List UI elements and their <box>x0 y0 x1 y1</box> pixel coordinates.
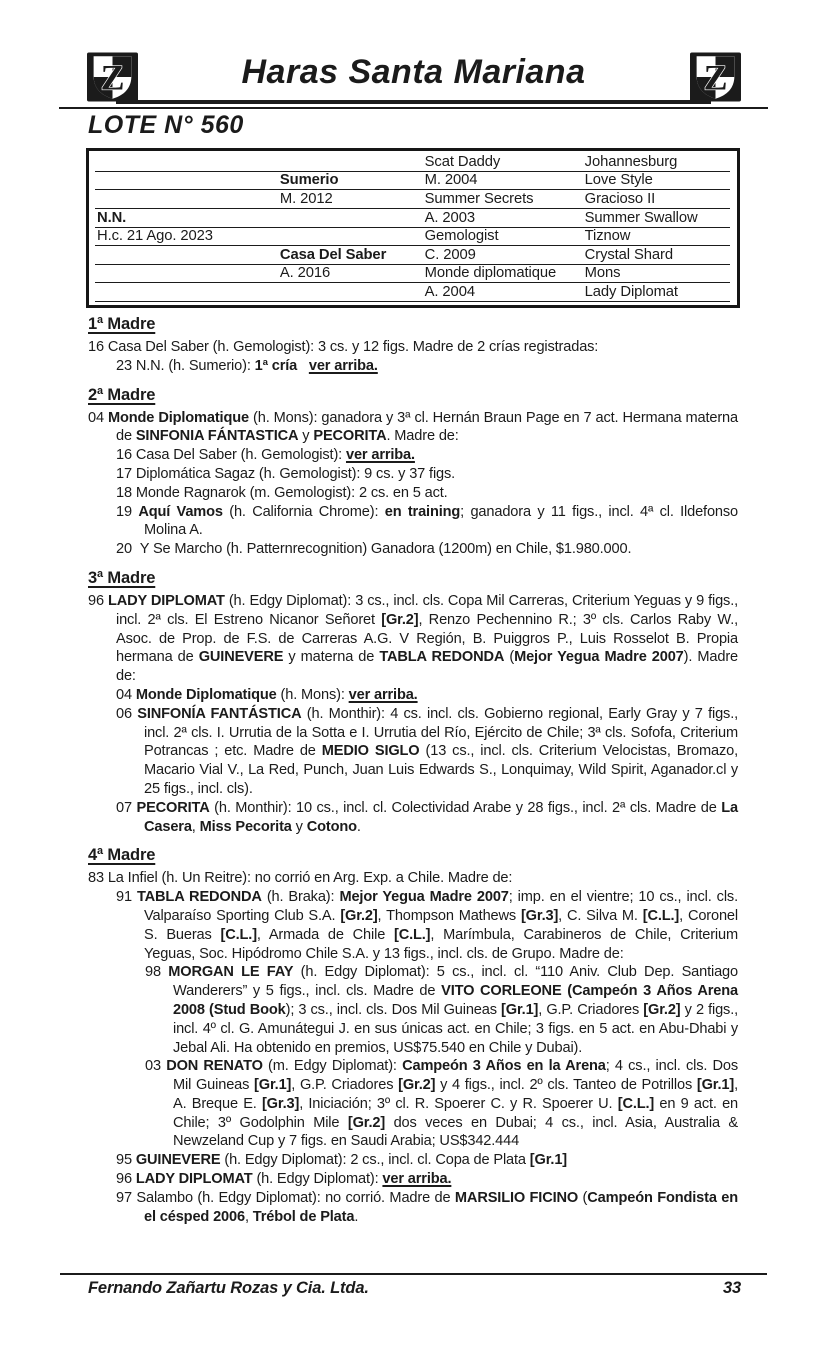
text-run: y <box>298 428 314 445</box>
pedigree-cell <box>95 246 278 265</box>
header-rule-thick <box>116 100 711 104</box>
text-run: , A. Breque E. <box>173 1077 739 1112</box>
pedigree-cell: Gemologist <box>423 228 583 247</box>
pedigree-cell: A. 2003 <box>423 209 583 228</box>
text-run: [Gr.2] <box>381 611 419 628</box>
pedigree-note-paragraph <box>88 503 738 541</box>
text-run: 04 <box>116 686 136 703</box>
text-run: , <box>191 818 200 835</box>
text-run: 19 <box>116 503 139 520</box>
text-run: , G.P. Criadores <box>538 1001 644 1018</box>
logo-letter: Z <box>703 57 728 98</box>
pedigree-cell: Summer Swallow <box>583 209 730 228</box>
text-run: en 9 act. en Chile; 3º Godolphin Mile <box>173 1095 739 1131</box>
text-run: , Iniciación; 3º cl. R. Spoerer C. y R. Spoerer U. <box>299 1095 618 1112</box>
text-run: y materna de <box>283 649 380 666</box>
text-run: 97 Salambo (h. Edgy Diplomat): no corrió. Madre de <box>116 1189 455 1206</box>
text-run: 1ª cría <box>254 357 298 374</box>
text-run: Monde Diplomatique <box>108 409 249 426</box>
pedigree-note-paragraph <box>88 409 738 447</box>
section-heading: 4ª Madre <box>88 846 156 865</box>
text-run: Mejor Yegua Madre 2007 <box>514 649 684 666</box>
z-shield-logo-left <box>87 52 138 102</box>
text-run: y 4 figs., incl. 2º cls. Tanteo de Potrillos <box>435 1077 697 1094</box>
text-run <box>297 358 309 374</box>
text-run: . Madre de: <box>386 428 459 445</box>
header-rule-thin <box>59 107 768 109</box>
pedigree-cell: N.N. <box>95 209 278 228</box>
text-run: 96 <box>88 592 108 609</box>
text-run: Cotono <box>306 818 357 835</box>
text-run: 18 Monde Ragnarok (m. Gemologist): 2 cs. en 5 act. <box>116 484 448 501</box>
text-run: ; 4 cs., incl. cls. Dos Mil Guineas <box>173 1058 739 1094</box>
text-run: (13 cs., incl. cls. Criterium Velocistas, Bromazo, Macario Vial V., La Red, Punch, Juan Luis Edwards S., Lonquimay, Wild Spirit, Aganador.cl y 25 figs., incl. cls). <box>144 743 738 797</box>
text-run: ; imp. en el vientre; 10 cs., incl. cls. Valparaíso Sporting Club S.A. <box>144 889 738 924</box>
text-run: , Coronel S. Bueras <box>144 907 738 943</box>
text-run: , <box>244 1208 253 1225</box>
text-run: 07 <box>116 799 137 816</box>
text-run: 98 <box>145 964 169 981</box>
pedigree-note-paragraph <box>88 1057 738 1151</box>
text-run: (m. Edgy Diplomat): <box>262 1058 403 1075</box>
pedigree-cell <box>95 190 278 209</box>
page-number: 33 <box>722 1279 741 1297</box>
pedigree-cell: Lady Diplomat <box>583 283 730 302</box>
text-run: dos veces en Dubai; 4 cs., incl. Asia, Australia & Newzeland Cup y 7 figs. en Saudi Arabia; US$342.444 <box>173 1114 738 1150</box>
pedigree-cell <box>278 209 423 228</box>
text-run: . <box>356 818 361 835</box>
logo-letter: Z <box>100 57 125 98</box>
text-run: DON RENATO <box>166 1058 263 1075</box>
pedigree-note-paragraph <box>88 338 738 357</box>
text-run: ver arriba. <box>382 1171 452 1188</box>
text-run: (h. California Chrome): <box>222 503 385 520</box>
text-run: SINFONÍA FANTÁSTICA <box>137 705 302 722</box>
pedigree-cell: H.c. 21 Ago. 2023 <box>95 228 278 247</box>
text-run: ( <box>578 1189 588 1206</box>
text-run: (h. Monthir): 10 cs., incl. cl. Colectividad Arabe y 28 figs., incl. 2ª cls. Madre de <box>209 799 722 816</box>
pedigree-cell <box>95 172 278 191</box>
section-heading: 1ª Madre <box>88 315 156 333</box>
section-heading: 3ª Madre <box>88 568 156 587</box>
section-heading: 2ª Madre <box>88 385 156 404</box>
text-run: LADY DIPLOMAT <box>107 592 225 609</box>
text-run: GUINEVERE <box>198 649 284 666</box>
pedigree-note-paragraph <box>88 1189 738 1227</box>
text-run: [Gr.3] <box>261 1095 300 1112</box>
text-run: , Marímbula, Carabineros de Chile, Criterium Yeguas, Soc. Hipódromo Chile S.A. y 13 figs., incl. cls. de Grupo. Madre de: <box>144 926 739 962</box>
text-run: y 2 figs., incl. 4º cl. G. Amunátegui J. en sus únicas act. en Chile; 3 figs. en 5 act. en Abu-Dhabi y Jebal Ali. Ha obtenido en premios, US$75.540 en Chile y Dubai). <box>173 1001 739 1056</box>
text-run: LADY DIPLOMAT <box>135 1171 253 1188</box>
text-run: (h. Mons): ganadora y 3ª cl. Hernán Braun Page en 7 act. Hermana materna de <box>116 409 738 445</box>
text-run: 16 Casa Del Saber (h. Gemologist): 3 cs. y 12 figs. Madre de 2 crías registradas: <box>88 339 599 355</box>
pedigree-table <box>86 148 740 308</box>
text-run: , C. Silva M. <box>558 907 643 924</box>
pedigree-note-paragraph <box>88 446 738 465</box>
text-run: [Gr.3] <box>520 907 559 924</box>
text-run: 16 Casa Del Saber (h. Gemologist): <box>116 447 346 464</box>
pedigree-note-paragraph <box>88 705 738 799</box>
pedigree-cell: M. 2012 <box>278 190 423 209</box>
pedigree-cell: Tiznow <box>583 228 730 247</box>
pedigree-row <box>95 283 730 302</box>
text-run: TABLA REDONDA <box>136 889 262 906</box>
pedigree-cell <box>278 283 423 302</box>
pedigree-cell <box>278 153 423 172</box>
text-run: Campeón 3 Años en la Arena <box>402 1058 606 1075</box>
pedigree-cell: Monde diplomatique <box>423 265 583 284</box>
page-footer <box>60 1273 767 1299</box>
text-run: [Gr.1] <box>529 1152 568 1169</box>
pedigree-cell: M. 2004 <box>423 172 583 191</box>
pedigree-row <box>95 153 730 172</box>
pedigree-note-paragraph <box>88 357 738 376</box>
text-run: (h. Edgy Diplomat): 2 cs., incl. cl. Copa de Plata <box>220 1152 530 1169</box>
pedigree-cell: Gracioso II <box>583 190 730 209</box>
text-run: Mejor Yegua Madre 2007 <box>339 889 509 906</box>
text-run: (h. Braka): <box>261 889 340 906</box>
text-run: ver arriba. <box>308 357 378 374</box>
text-run: (h. Edgy Diplomat): <box>252 1171 383 1188</box>
pedigree-cell: Casa Del Saber <box>278 246 423 265</box>
pedigree-cell: Scat Daddy <box>423 153 583 172</box>
text-run: Trébol de Plata <box>252 1208 355 1225</box>
text-run: [C.L.] <box>642 907 680 924</box>
text-run: , G.P. Criadores <box>291 1077 399 1094</box>
text-run: TABLA REDONDA <box>379 649 505 666</box>
text-run: (h. Edgy Diplomat): 5 cs., incl. cl. “110 Aniv. Club Dep. Santiago Wanderers” y 5 figs., incl. cls. Madre de <box>173 964 738 1000</box>
text-run: 06 <box>116 705 138 722</box>
text-run: (h. Monthir): 4 cs. incl. cls. Gobierno regional, Early Gray y 7 figs., incl. 2ª cls. I. Urrutia de la Sotta e I. Urrutia del Río, Ejército de Chile; 3ª cls. Sofofa, Criterium Potrancas ; etc. Madre de <box>144 705 738 760</box>
text-run: (h. Edgy Diplomat): 3 cs., incl. cls. Copa Mil Carreras, Criterium Yeguas y 9 figs., incl. 2ª cls. El Estreno Nicanor Señoret <box>116 592 738 628</box>
text-run: [Gr.1] <box>254 1077 292 1094</box>
pedigree-note-paragraph <box>88 465 738 484</box>
text-run: 20 Y Se Marcho (h. Patternrecognition) Ganadora (1200m) en Chile, $1.980.000. <box>116 541 632 558</box>
pedigree-note-paragraph <box>88 869 738 888</box>
text-run: MEDIO SIGLO <box>321 743 420 760</box>
text-run: PECORITA <box>136 799 210 816</box>
text-run: 95 <box>116 1152 136 1169</box>
text-run: [C.L.] <box>617 1095 655 1112</box>
pedigree-note-paragraph <box>88 592 738 686</box>
pedigree-row <box>95 190 730 209</box>
text-run: 91 <box>116 889 137 906</box>
text-run: , Renzo Pechennino R.; 3º cls. Carlos Raby W., Asoc. de Prop. de F.S. de Carreras A.G. V Región, B. Puiggros P., Luis Rosselot B. Propia hermana de <box>116 611 739 666</box>
pedigree-cell: Crystal Shard <box>583 246 730 265</box>
pedigree-note-paragraph <box>88 1170 738 1189</box>
madre-sections <box>88 314 738 1226</box>
text-run: ; ganadora y 11 figs., incl. 4ª cl. Ildefonso Molina A. <box>144 503 738 539</box>
text-run: Monde Diplomatique <box>135 686 277 703</box>
text-run: . <box>354 1208 359 1225</box>
pedigree-row <box>95 246 730 265</box>
text-run: ver arriba. <box>345 447 415 464</box>
pedigree-note-paragraph <box>88 963 738 1057</box>
text-run: [Gr.2] <box>398 1077 436 1094</box>
text-run: PECORITA <box>313 428 387 445</box>
footer-company: Fernando Zañartu Rozas y Cia. Ltda. <box>88 1279 369 1297</box>
pedigree-cell <box>95 265 278 284</box>
text-run: (Campeón 3 Años Arena 2008 (Stud Book <box>173 983 739 1018</box>
page-title: Haras Santa Mariana <box>241 53 586 91</box>
text-run: [C.L.] <box>220 926 257 943</box>
pedigree-cell: Sumerio <box>278 172 423 191</box>
text-run: 03 <box>145 1058 167 1075</box>
pedigree-note-paragraph <box>88 799 738 837</box>
pedigree-row <box>95 228 730 247</box>
pedigree-note-paragraph <box>88 1151 738 1170</box>
text-run: 96 <box>116 1171 136 1188</box>
pedigree-cell <box>278 228 423 247</box>
text-run: 17 Diplomática Sagaz (h. Gemologist): 9 cs. y 37 figs. <box>116 465 456 482</box>
text-run: (h. Mons): <box>276 686 349 703</box>
text-run: Campeón Fondista en el césped 2006 <box>144 1189 738 1225</box>
text-run: GUINEVERE <box>135 1152 221 1169</box>
text-run: y <box>291 818 307 835</box>
text-run: VITO CORLEONE <box>441 983 562 1000</box>
lot-heading: LOTE N° 560 <box>88 111 244 139</box>
text-run: SINFONIA FÁNTASTICA <box>135 428 299 445</box>
pedigree-cell: A. 2004 <box>423 283 583 302</box>
pedigree-cell: Johannesburg <box>583 153 730 172</box>
text-run: Miss Pecorita <box>199 818 292 835</box>
text-run: , Armada de Chile <box>256 926 394 943</box>
pedigree-cell: Summer Secrets <box>423 190 583 209</box>
pedigree-cell: A. 2016 <box>278 265 423 284</box>
text-run: [Gr.2] <box>643 1001 681 1018</box>
text-run: [Gr.1] <box>696 1077 735 1094</box>
text-run: [Gr.2] <box>340 907 378 924</box>
pedigree-cell <box>95 283 278 302</box>
text-run: ver arriba. <box>348 686 418 703</box>
pedigree-note-paragraph <box>88 888 738 963</box>
text-run: [Gr.1] <box>501 1001 539 1018</box>
z-shield-logo-right <box>690 52 741 102</box>
text-run: ); 3 cs., incl. cls. Dos Mil Guineas <box>285 1001 502 1018</box>
pedigree-cell: Mons <box>583 265 730 284</box>
text-run: Aquí Vamos <box>138 503 223 520</box>
text-run: en training <box>384 503 461 520</box>
text-run: ). Madre de: <box>116 649 738 685</box>
text-run: MORGAN LE FAY <box>168 964 294 981</box>
pedigree-row <box>95 172 730 191</box>
pedigree-note-paragraph <box>88 686 738 705</box>
page-header <box>60 50 767 112</box>
pedigree-cell: C. 2009 <box>423 246 583 265</box>
pedigree-row <box>95 209 730 228</box>
text-run: 04 <box>88 409 108 426</box>
pedigree-note-paragraph <box>88 540 738 559</box>
pedigree-row <box>95 265 730 284</box>
pedigree-cell: Love Style <box>583 172 730 191</box>
text-run: La Casera <box>144 799 738 835</box>
pedigree-cell <box>95 153 278 172</box>
text-run: 23 N.N. (h. Sumerio): <box>116 357 255 374</box>
pedigree-note-paragraph <box>88 484 738 503</box>
text-run: , Thompson Mathews <box>377 907 521 924</box>
text-run: MARSILIO FICINO <box>454 1189 579 1206</box>
text-run: [Gr.2] <box>347 1114 386 1131</box>
text-run: [C.L.] <box>394 926 431 943</box>
text-run: ( <box>504 649 515 666</box>
text-run: 83 La Infiel (h. Un Reitre): no corrió en Arg. Exp. a Chile. Madre de: <box>88 870 513 887</box>
